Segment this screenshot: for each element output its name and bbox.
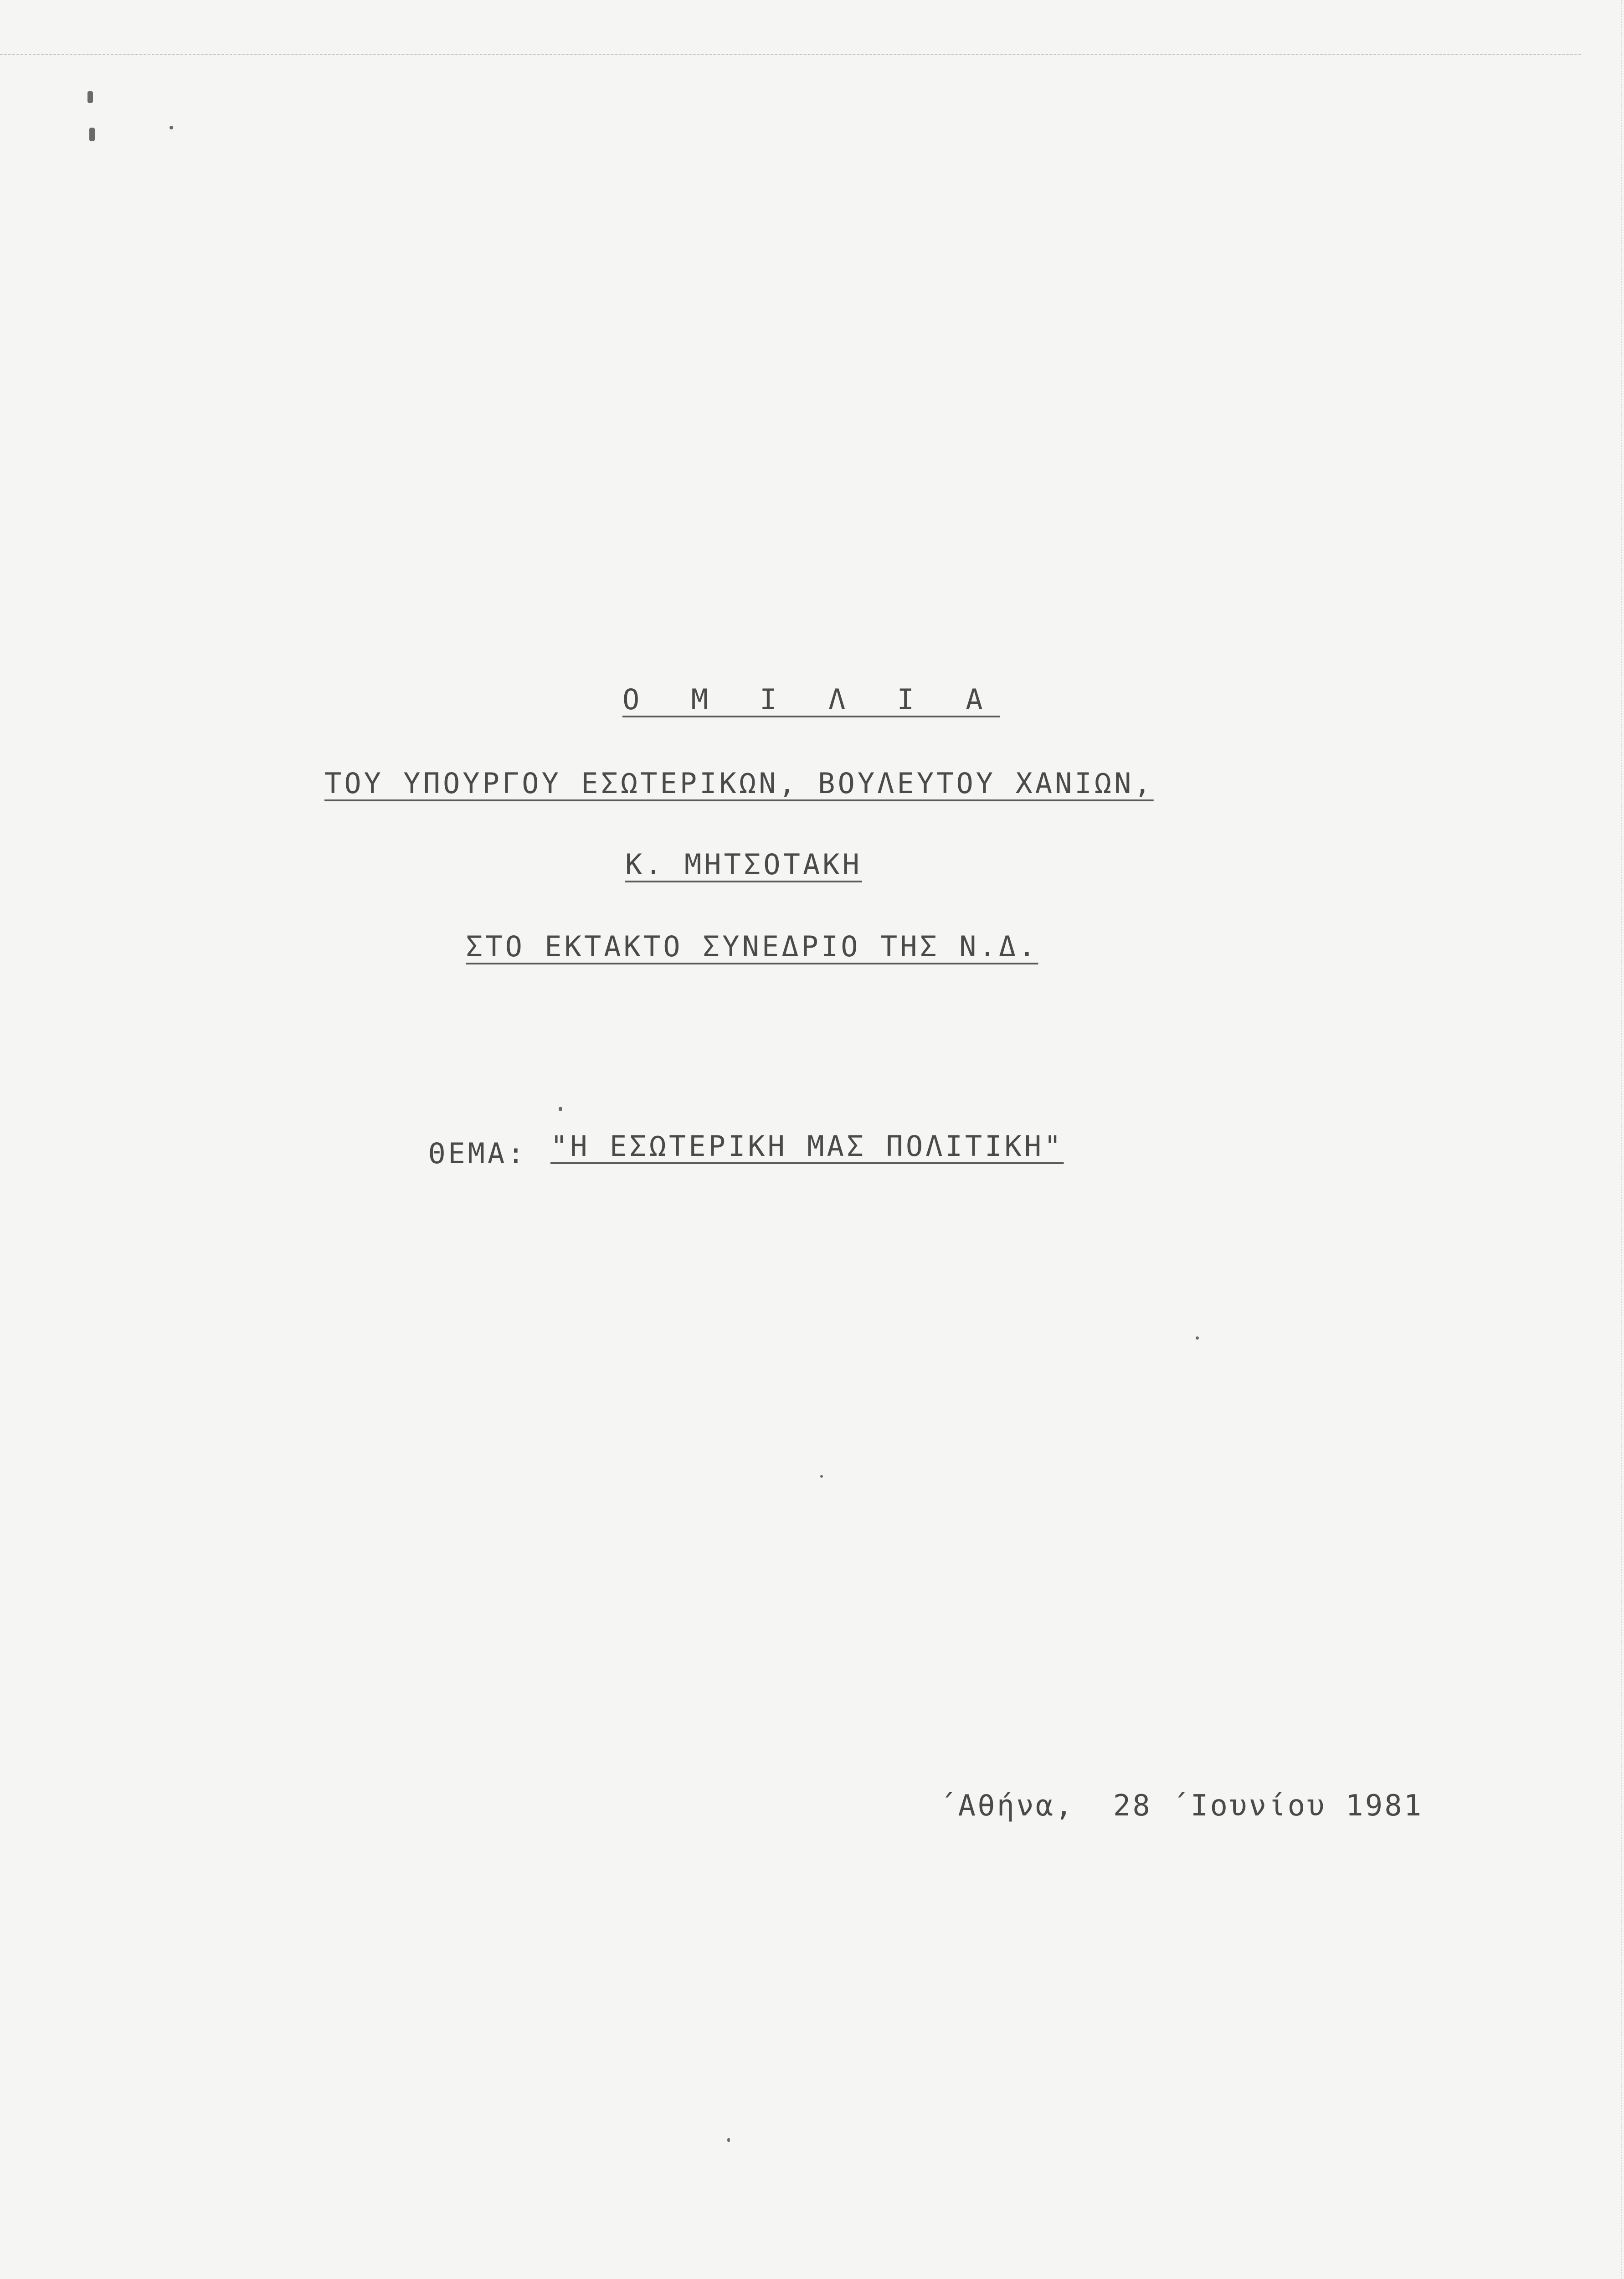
event-line: ΣΤΟ ΕΚΤΑΚΤΟ ΣΥΝΕΔΡΙΟ ΤΗΣ Ν.Δ.: [466, 930, 1038, 963]
scan-speck: [1196, 1336, 1199, 1340]
scan-speck: [727, 2138, 730, 2142]
speaker-role-line: ΤΟΥ ΥΠΟΥΡΓΟΥ ΕΣΩΤΕΡΙΚΩΝ, ΒΟΥΛΕΥΤΟΥ ΧΑΝΙΩΝ,: [324, 767, 1154, 800]
subject-value: "Η ΕΣΩΤΕΡΙΚΗ ΜΑΣ ΠΟΛΙΤΙΚΗ": [550, 1129, 1064, 1163]
subject-label: ΘΕΜΑ:: [428, 1137, 527, 1170]
scan-speck: [87, 91, 93, 103]
scan-speck: [170, 126, 173, 129]
scan-speck: [820, 1475, 823, 1478]
page-top-edge: [0, 54, 1581, 55]
scan-speck: [559, 1107, 562, 1111]
scan-speck: [89, 128, 95, 141]
document-title: Ο Μ Ι Λ Ι Α: [622, 683, 1000, 716]
place-date: ΄Αθήνα, 28 ΄Ιουνίου 1981: [939, 1789, 1424, 1823]
speaker-name-line: Κ. ΜΗΤΣΟΤΑΚΗ: [625, 848, 862, 881]
page-right-edge: [1621, 0, 1622, 2279]
